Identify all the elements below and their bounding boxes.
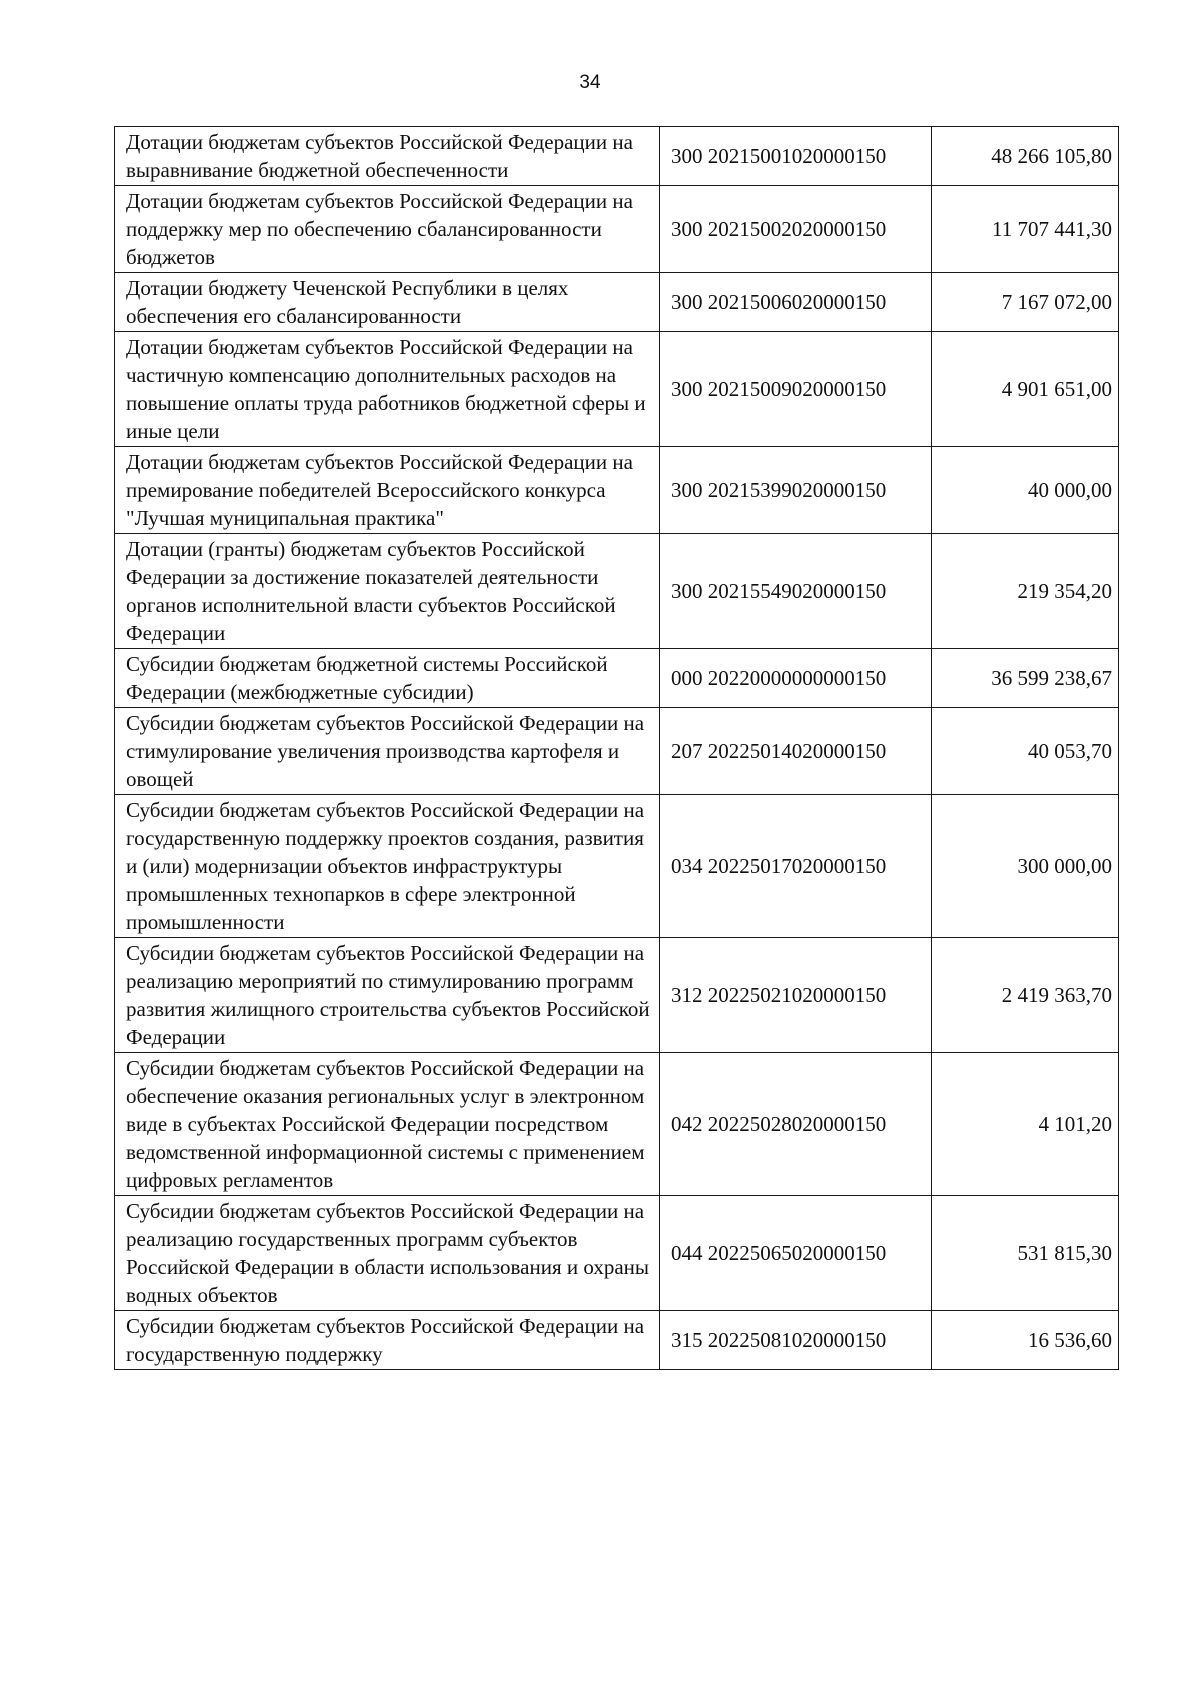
- table-row: [115, 273, 1119, 332]
- row-description: Дотации бюджету Чеченской Республики в целях обеспечения его сбалансированности: [115, 273, 660, 332]
- row-budget-code: 042 20225028020000150: [660, 1053, 932, 1196]
- row-description: Дотации бюджетам субъектов Российской Федерации на частичную компенсацию дополнительных расходов на повышение оплаты труда работников бюджетной сферы и иные цели: [115, 332, 660, 447]
- row-description: Субсидии бюджетам субъектов Российской Федерации на обеспечение оказания региональных услуг в электронном виде в субъектах Российской Федерации посредством ведомственной информационной системы с применением цифровых регламентов: [115, 1053, 660, 1196]
- row-description: Субсидии бюджетам субъектов Российской Федерации на стимулирование увеличения производства картофеля и овощей: [115, 708, 660, 795]
- table-row: [115, 332, 1119, 447]
- row-description: Субсидии бюджетам субъектов Российской Федерации на реализацию государственных программ субъектов Российской Федерации в области использования и охраны водных объектов: [115, 1196, 660, 1311]
- row-budget-code: 207 20225014020000150: [660, 708, 932, 795]
- row-amount: 40 053,70: [932, 708, 1119, 795]
- row-budget-code: 300 20215399020000150: [660, 447, 932, 534]
- table-row: [115, 1196, 1119, 1311]
- row-amount: 11 707 441,30: [932, 186, 1119, 273]
- table-row: [115, 186, 1119, 273]
- row-amount: 36 599 238,67: [932, 649, 1119, 708]
- row-budget-code: 044 20225065020000150: [660, 1196, 932, 1311]
- row-budget-code: 300 20215006020000150: [660, 273, 932, 332]
- row-amount: 40 000,00: [932, 447, 1119, 534]
- row-description: Дотации бюджетам субъектов Российской Федерации на премирование победителей Всероссийского конкурса "Лучшая муниципальная практика": [115, 447, 660, 534]
- row-description: Дотации бюджетам субъектов Российской Федерации на поддержку мер по обеспечению сбалансированности бюджетов: [115, 186, 660, 273]
- row-description: Дотации (гранты) бюджетам субъектов Российской Федерации за достижение показателей деятельности органов исполнительной власти субъектов Российской Федерации: [115, 534, 660, 649]
- table-row: [115, 708, 1119, 795]
- row-amount: 16 536,60: [932, 1311, 1119, 1370]
- row-amount: 4 101,20: [932, 1053, 1119, 1196]
- row-amount: 219 354,20: [932, 534, 1119, 649]
- row-description: Дотации бюджетам субъектов Российской Федерации на выравнивание бюджетной обеспеченности: [115, 127, 660, 186]
- row-amount: 48 266 105,80: [932, 127, 1119, 186]
- page-number: 34: [579, 72, 601, 93]
- table-row: [115, 534, 1119, 649]
- table-row: [115, 127, 1119, 186]
- row-amount: 300 000,00: [932, 795, 1119, 938]
- row-budget-code: 300 20215549020000150: [660, 534, 932, 649]
- row-description: Субсидии бюджетам субъектов Российской Федерации на государственную поддержку: [115, 1311, 660, 1370]
- row-amount: 2 419 363,70: [932, 938, 1119, 1053]
- row-amount: 7 167 072,00: [932, 273, 1119, 332]
- row-amount: 531 815,30: [932, 1196, 1119, 1311]
- row-description: Субсидии бюджетам бюджетной системы Российской Федерации (межбюджетные субсидии): [115, 649, 660, 708]
- row-amount: 4 901 651,00: [932, 332, 1119, 447]
- row-budget-code: 034 20225017020000150: [660, 795, 932, 938]
- table-row: [115, 1053, 1119, 1196]
- row-budget-code: 300 20215002020000150: [660, 186, 932, 273]
- row-description: Субсидии бюджетам субъектов Российской Федерации на государственную поддержку проектов создания, развития и (или) модернизации объектов инфраструктуры промышленных технопарков в сфере электронной промышленности: [115, 795, 660, 938]
- row-description: Субсидии бюджетам субъектов Российской Федерации на реализацию мероприятий по стимулированию программ развития жилищного строительства субъектов Российской Федерации: [115, 938, 660, 1053]
- row-budget-code: 000 20220000000000150: [660, 649, 932, 708]
- row-budget-code: 312 20225021020000150: [660, 938, 932, 1053]
- table-row: [115, 938, 1119, 1053]
- table-row: [115, 447, 1119, 534]
- budget-revenue-table: [114, 126, 1119, 1370]
- row-budget-code: 300 20215009020000150: [660, 332, 932, 447]
- table-row: [115, 1311, 1119, 1370]
- row-budget-code: 315 20225081020000150: [660, 1311, 932, 1370]
- table-row: [115, 795, 1119, 938]
- table-row: [115, 649, 1119, 708]
- row-budget-code: 300 20215001020000150: [660, 127, 932, 186]
